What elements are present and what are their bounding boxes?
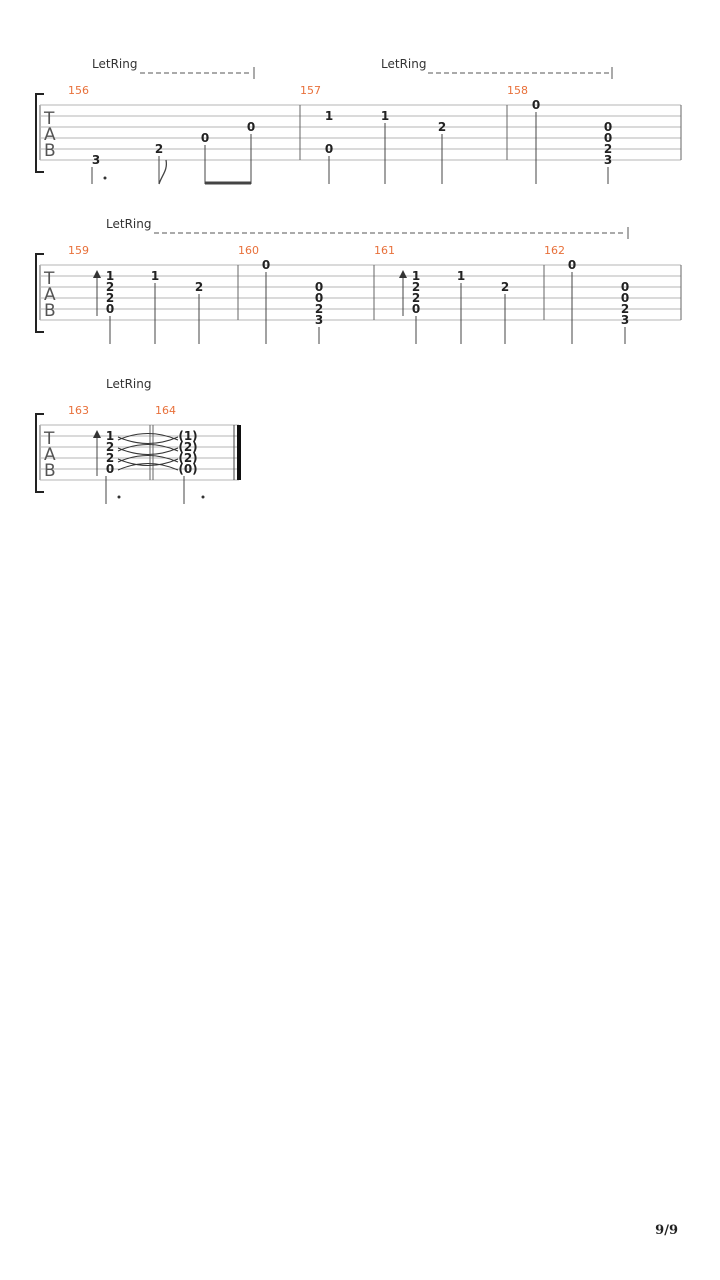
measure-number: 159 [68,244,89,257]
fret-number: 0 [603,120,613,134]
fret-number: 0 [620,280,630,294]
fret-number: 2 [154,142,164,156]
measure-number: 162 [544,244,565,257]
dot [104,177,107,180]
tab-letter-b: B [44,141,56,161]
strum-up-arrow-icon [93,270,101,278]
fret-number: 0 [314,280,324,294]
fret-number: 1 [105,429,115,443]
fret-number: 1 [105,269,115,283]
tab-letter-b: B [44,301,56,321]
tab-letter-a: A [44,285,56,305]
letring-label: LetRing [106,377,152,391]
page-number: 9/9 [655,1223,678,1238]
fret-number: 0 [246,120,256,134]
measure-number: 158 [507,84,528,97]
fret-number: (2) [178,440,198,454]
fret-number: 0 [620,291,630,305]
fret-number: 2 [105,280,115,294]
fret-number: 0 [531,98,541,112]
note-flag [159,160,166,184]
fret-number: 1 [150,269,160,283]
fret-number: 3 [91,153,101,167]
tab-letter-t: T [44,269,55,289]
system-1 [36,57,681,184]
fret-number: 0 [261,258,271,272]
measure-number: 161 [374,244,395,257]
fret-number: 2 [314,302,324,316]
fret-number: 3 [603,153,613,167]
tab-letter-a: A [44,445,56,465]
fret-number: 0 [105,462,115,476]
fret-number: 1 [456,269,466,283]
fret-number: 1 [380,109,390,123]
strum-up-arrow-icon [93,430,101,438]
system-3 [36,377,239,504]
fret-number: 3 [620,313,630,327]
tab-letter-a: A [44,125,56,145]
measure-number: 164 [155,404,176,417]
system-2 [36,217,681,344]
fret-number: 2 [620,302,630,316]
tab-staff [40,425,239,480]
tie-arcs [118,434,178,471]
fret-number: (1) [178,429,198,443]
measure-number: 156 [68,84,89,97]
tab-staff [40,105,681,160]
fret-number: (2) [178,451,198,465]
fret-number: 0 [324,142,334,156]
fret-number: 0 [105,302,115,316]
fret-number: 2 [437,120,447,134]
dot [118,496,121,499]
fret-number: 2 [500,280,510,294]
fret-number: 0 [200,131,210,145]
letring-label: LetRing [106,217,152,231]
strum-up-arrow-icon [399,270,407,278]
fret-number: 0 [314,291,324,305]
fret-number: 2 [105,291,115,305]
measure-number: 160 [238,244,259,257]
fret-number: 0 [411,302,421,316]
tab-letter-t: T [44,109,55,129]
fret-number: 2 [105,451,115,465]
fret-number: 1 [324,109,334,123]
fret-number: 2 [411,291,421,305]
fret-number: 0 [567,258,577,272]
measure-number: 157 [300,84,321,97]
fret-number: 1 [411,269,421,283]
fret-number: 2 [603,142,613,156]
tab-staff [40,265,681,320]
tab-letter-t: T [44,429,55,449]
fret-number: 0 [603,131,613,145]
letring-label: LetRing [381,57,427,71]
fret-number: (0) [178,462,198,476]
tab-letter-b: B [44,461,56,481]
fret-number: 3 [314,313,324,327]
fret-number: 2 [194,280,204,294]
letring-label: LetRing [92,57,138,71]
dot [202,496,205,499]
fret-number: 2 [105,440,115,454]
measure-number: 163 [68,404,89,417]
fret-number: 2 [411,280,421,294]
